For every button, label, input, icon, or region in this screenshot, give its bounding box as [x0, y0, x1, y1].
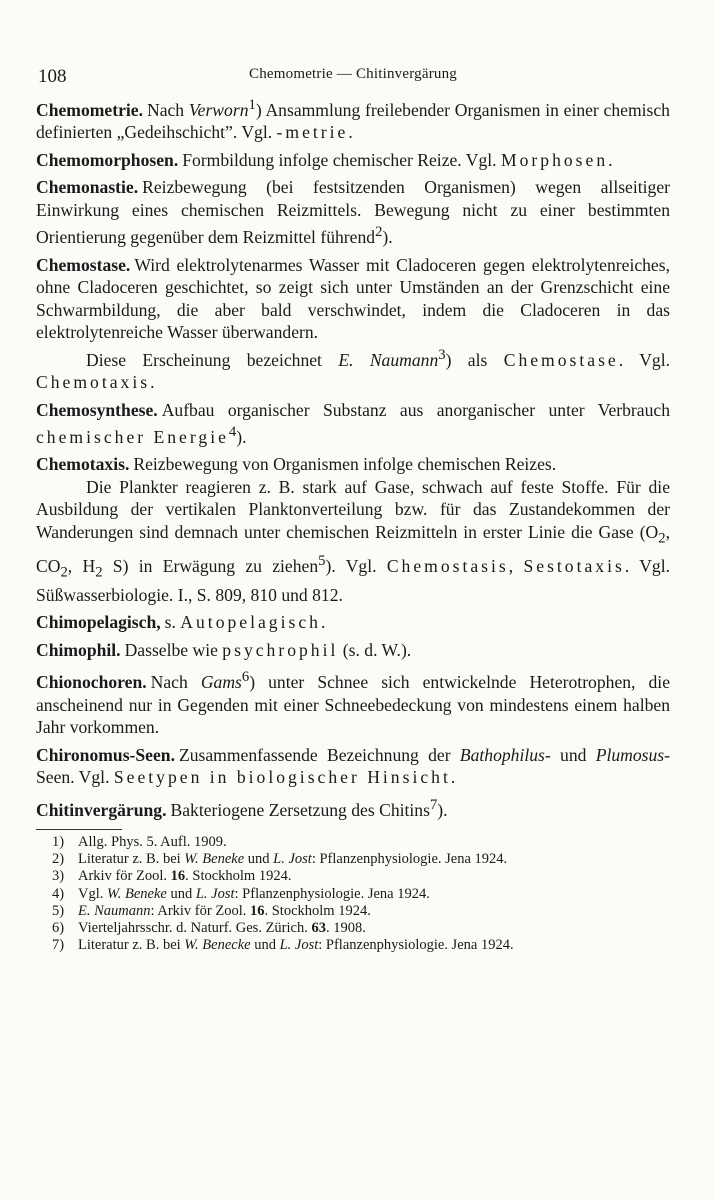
footnote-mark: 5) — [52, 902, 65, 919]
entry-term: Chimopelagisch, — [36, 612, 161, 633]
footnote-2 — [36, 851, 670, 868]
footnote-7 — [36, 937, 670, 954]
entry-term: Chemomorphosen. — [36, 149, 179, 170]
cross-reference: psychrophil — [222, 639, 339, 660]
footnote-ref: 7 — [429, 796, 438, 813]
entry-text: , H — [67, 555, 96, 576]
entry-chionochoren — [36, 666, 670, 738]
cross-reference: -metrie — [276, 122, 349, 143]
entry-text: S) in Erwägung zu ziehen — [102, 555, 319, 576]
running-title: Chemometrie — Chitinvergärung — [249, 66, 457, 82]
entry-term: Chironomus-Seen. — [36, 744, 175, 765]
entry-text: ). — [236, 426, 247, 447]
author-name: Gams — [200, 672, 242, 693]
taxon-name: Bathophilus- — [459, 744, 551, 765]
entry-text: . Vgl. — [618, 349, 670, 370]
entry-term: Chemonastie. — [36, 177, 139, 198]
footnote-5 — [36, 903, 670, 920]
footnote-1 — [36, 834, 670, 851]
footnote-ref: 2 — [375, 224, 383, 241]
footnote-text: Arkiv för Zool. — [78, 868, 171, 885]
entry-text: ). — [437, 799, 448, 820]
subscript: 2 — [60, 564, 68, 581]
entry-chemosynthese — [36, 399, 670, 449]
entry-text: Reizbewegung von Organismen infolge chemischen Reizes. — [133, 454, 557, 475]
author-name: Verworn — [188, 99, 249, 120]
footnote-text: . Stockholm 1924. — [185, 868, 292, 885]
cross-reference: Chemostase — [503, 349, 619, 370]
entry-text: Diese Erscheinung bezeichnet — [86, 349, 339, 370]
footnote-text: : Pflanzenphysiologie. Jena 1924. — [234, 885, 430, 902]
author-name: L. Jost — [273, 851, 312, 868]
entry-text: . — [608, 149, 613, 170]
footnote-text: und — [250, 937, 280, 954]
footnote-ref: 1 — [248, 97, 256, 113]
footnote-text: : Pflanzenphysiologie. Jena 1924. — [311, 851, 508, 868]
cross-reference: Autopelagisch — [180, 612, 321, 633]
footnote-text: Literatur z. B. bei — [78, 937, 185, 954]
cross-reference: Seetypen in biologischer Hinsicht — [113, 767, 451, 788]
footnote-mark: 2) — [52, 851, 65, 868]
entry-term: Chemotaxis. — [36, 454, 130, 475]
entry-chemostase — [36, 254, 670, 344]
entry-text: . — [348, 122, 353, 143]
entry-term: Chemometrie. — [36, 99, 143, 120]
entry-term: Chemosynthese. — [36, 399, 158, 420]
footnote-ref: 3 — [438, 346, 446, 363]
entry-chemotaxis — [36, 453, 670, 476]
entry-text: Die Plankter reagieren z. B. stark auf Gase, schwach auf feste Stoffe. Für die Ausbildung der vertikalen Planktonverteilung bzw. für das Zustandekommen der Wanderungen sind demnach unter chemischen Reizmitteln in erster Linie die Gase (O — [36, 476, 670, 542]
entry-text: Aufbau organischer Substanz aus anorganischer unter Verbrauch — [161, 399, 670, 420]
subscript: 2 — [95, 564, 103, 581]
footnote-ref: 5 — [318, 552, 326, 569]
entry-text: (s. d. W.). — [338, 639, 412, 660]
entry-text: ) als — [445, 349, 504, 370]
entry-text: Nach — [146, 99, 189, 120]
footnote-3 — [36, 868, 670, 885]
entry-text: , — [508, 555, 524, 576]
author-name: E. Naumann — [338, 349, 439, 370]
entry-term: Chitinvergärung. — [36, 799, 167, 820]
author-name: E. Naumann — [78, 902, 151, 919]
footnote-ref: 6 — [241, 669, 250, 686]
subscript: 2 — [658, 530, 666, 547]
book-page — [36, 58, 670, 954]
footnote-mark: 6) — [52, 920, 65, 937]
page-number: 108 — [38, 66, 67, 87]
footnote-text: . 1908. — [325, 920, 366, 937]
volume-number: 16 — [249, 902, 265, 919]
footnote-text: : Arkiv för Zool. — [150, 902, 250, 919]
footnote-mark: 1) — [52, 834, 65, 851]
entry-chemomorphosen — [36, 149, 670, 172]
entry-text: . — [150, 372, 155, 393]
author-name: L. Jost — [195, 885, 235, 902]
entry-text: s. — [164, 612, 181, 633]
footnote-text: . Stockholm 1924. — [264, 902, 371, 919]
cross-reference: chemischer Energie — [36, 426, 229, 447]
entry-chitinvergaerung — [36, 794, 670, 821]
entry-text: ) unter Schnee sich entwickelnde Heterotrophen, die anscheinend nur in Gegenden mit einer Schneebedeckung von mindestens einem halben Jahr vorkommen. — [36, 672, 670, 738]
entry-text: Bakteriogene Zersetzung des Chitins — [170, 799, 430, 820]
footnote-text: und — [244, 851, 274, 868]
entry-text: Seen. Vgl. — [36, 767, 114, 788]
author-name: W. Beneke — [184, 851, 245, 868]
footnote-text: Allg. Phys. 5. Aufl. 1909. — [78, 834, 227, 851]
entry-text: . Vgl. Süßwasserbiologie. I., S. 809, 810 und 812. — [36, 555, 670, 605]
cross-reference: Sestotaxis — [523, 555, 625, 576]
entry-text: Formbildung infolge chemischer Reize. Vgl. — [182, 149, 501, 170]
volume-number: 16 — [170, 868, 186, 885]
page-header — [36, 58, 670, 94]
footnote-text: Vierteljahrsschr. d. Naturf. Ges. Zürich. — [78, 920, 312, 937]
entry-text: ) Ansammlung freilebender Organismen in einer chemisch definierten „Gedeihschicht”. Vgl. — [36, 99, 670, 143]
author-name: W. Beneke — [107, 885, 167, 902]
author-name: W. Benecke — [184, 937, 251, 954]
entry-text: Zusammenfassende Bezeichnung der — [178, 744, 460, 765]
entry-text: ). Vgl. — [325, 555, 387, 576]
entry-text: Dasselbe wie — [124, 639, 223, 660]
cross-reference: Morphosen — [500, 149, 609, 170]
author-name: L. Jost — [279, 937, 319, 954]
footnote-mark: 4) — [52, 885, 65, 902]
footnote-text: Vgl. — [78, 885, 107, 902]
footnote-text: : Pflanzenphysiologie. Jena 1924. — [318, 937, 514, 954]
entry-chironomus-seen — [36, 744, 670, 789]
footnote-4 — [36, 886, 670, 903]
footnote-mark: 3) — [52, 868, 65, 885]
footnote-mark: 7) — [52, 937, 65, 954]
footnote-divider — [36, 829, 122, 830]
entry-chimophil — [36, 639, 670, 662]
entry-chemometrie — [36, 94, 670, 144]
taxon-name: Plumosus- — [595, 744, 670, 765]
entry-text: . — [320, 612, 326, 633]
footnote-text: und — [166, 885, 196, 902]
footnotes — [36, 834, 670, 954]
entry-chemonastie — [36, 176, 670, 248]
entry-text: , CO — [36, 521, 670, 576]
footnote-ref: 4 — [228, 424, 237, 441]
entry-text: . — [450, 767, 456, 788]
cross-reference: Chemostasis — [386, 555, 509, 576]
volume-number: 63 — [311, 920, 326, 937]
entry-term: Chionochoren. — [36, 672, 147, 693]
footnote-6 — [36, 920, 670, 937]
entry-term: Chimophil. — [36, 639, 121, 660]
entry-chimopelagisch — [36, 611, 670, 634]
entry-chemostase-paragraph — [36, 344, 670, 394]
entry-text: Reizbewegung (bei festsitzenden Organismen) wegen allseitiger Einwirkung eines chemischen Reizmittels. Bewegung nicht zu einer bestimmten Orientierung gegenüber dem Reizmittel führend — [36, 177, 670, 248]
entry-text: Wird elektrolytenarmes Wasser mit Cladoceren gegen elektrolytenreiches, ohne Cladoceren geschichtet, so zeigt sich unter Umständen an der Grenzschicht eine Schwarmbildung, die aber bald verschwindet, indem die Cladoceren in das elektrolytenreiche Wasser überwandern. — [36, 254, 670, 343]
cross-reference: Chemotaxis — [36, 372, 151, 393]
entry-chemotaxis-paragraph — [36, 476, 670, 606]
entry-text: ). — [382, 227, 393, 248]
entry-text: und — [550, 744, 596, 765]
entry-text: Nach — [150, 672, 201, 693]
footnote-text: Literatur z. B. bei — [78, 851, 185, 868]
entry-term: Chemostase. — [36, 254, 131, 275]
